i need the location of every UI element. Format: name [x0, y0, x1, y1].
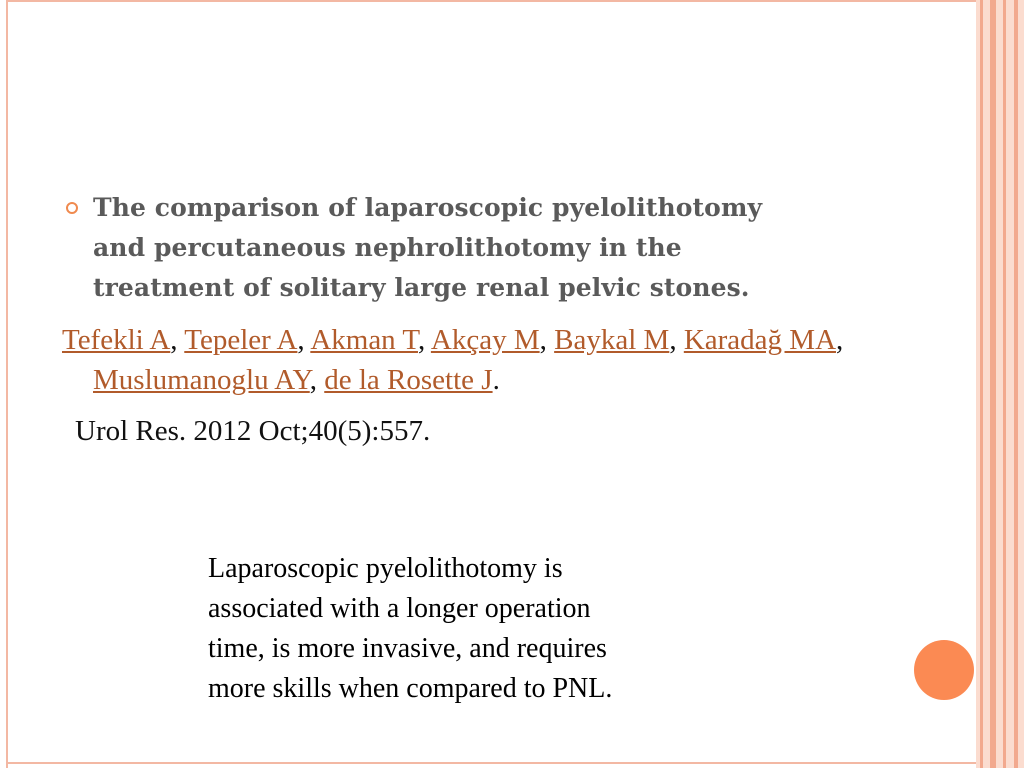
author-list	[62, 320, 963, 400]
frame-top-line	[6, 0, 976, 2]
conclusion-line: Laparoscopic pyelolithotomy is	[208, 553, 563, 584]
separator: ,	[417, 324, 426, 356]
stripe	[980, 0, 983, 768]
conclusion-line: more skills when compared to PNL.	[208, 673, 613, 704]
author-link[interactable]: Tepeler A	[184, 324, 298, 356]
author-link[interactable]: Akçay M	[430, 324, 540, 356]
author-link[interactable]: Akman T	[310, 324, 418, 356]
decorative-stripes	[976, 0, 1024, 768]
author-link[interactable]: Tefekli A	[62, 324, 171, 356]
ring-bullet-icon	[66, 202, 78, 214]
frame-left-line	[6, 0, 8, 768]
separator: ,	[669, 324, 677, 356]
author-link[interactable]: Muslumanoglu AY	[93, 364, 310, 396]
journal-reference: Urol Res. 2012 Oct;40(5):557.	[75, 415, 431, 447]
separator: ,	[539, 324, 547, 356]
separator: ,	[170, 324, 178, 356]
title-line: and percutaneous nephrolithotomy in the	[93, 233, 682, 262]
author-link[interactable]: Baykal M	[554, 324, 670, 356]
article-title	[93, 188, 952, 308]
author-link[interactable]: de la Rosette J	[324, 364, 493, 396]
frame-bottom-line	[6, 762, 976, 764]
conclusion-line: time, is more invasive, and requires	[208, 633, 607, 664]
title-line: treatment of solitary large renal pelvic stones.	[93, 273, 750, 302]
stripe	[1014, 0, 1018, 768]
bullet-item	[62, 188, 952, 308]
stripe	[990, 0, 996, 768]
conclusion-line: associated with a longer operation	[208, 593, 591, 624]
author-link[interactable]: Karadağ MA	[683, 324, 837, 356]
separator: ,	[297, 324, 305, 356]
conclusion-text	[208, 549, 808, 709]
separator: ,	[836, 324, 844, 356]
stripe	[1003, 0, 1006, 768]
terminator: .	[492, 364, 500, 396]
separator: ,	[309, 364, 317, 396]
title-line: The comparison of laparoscopic pyelolithotomy	[93, 193, 763, 222]
accent-circle	[914, 640, 974, 700]
